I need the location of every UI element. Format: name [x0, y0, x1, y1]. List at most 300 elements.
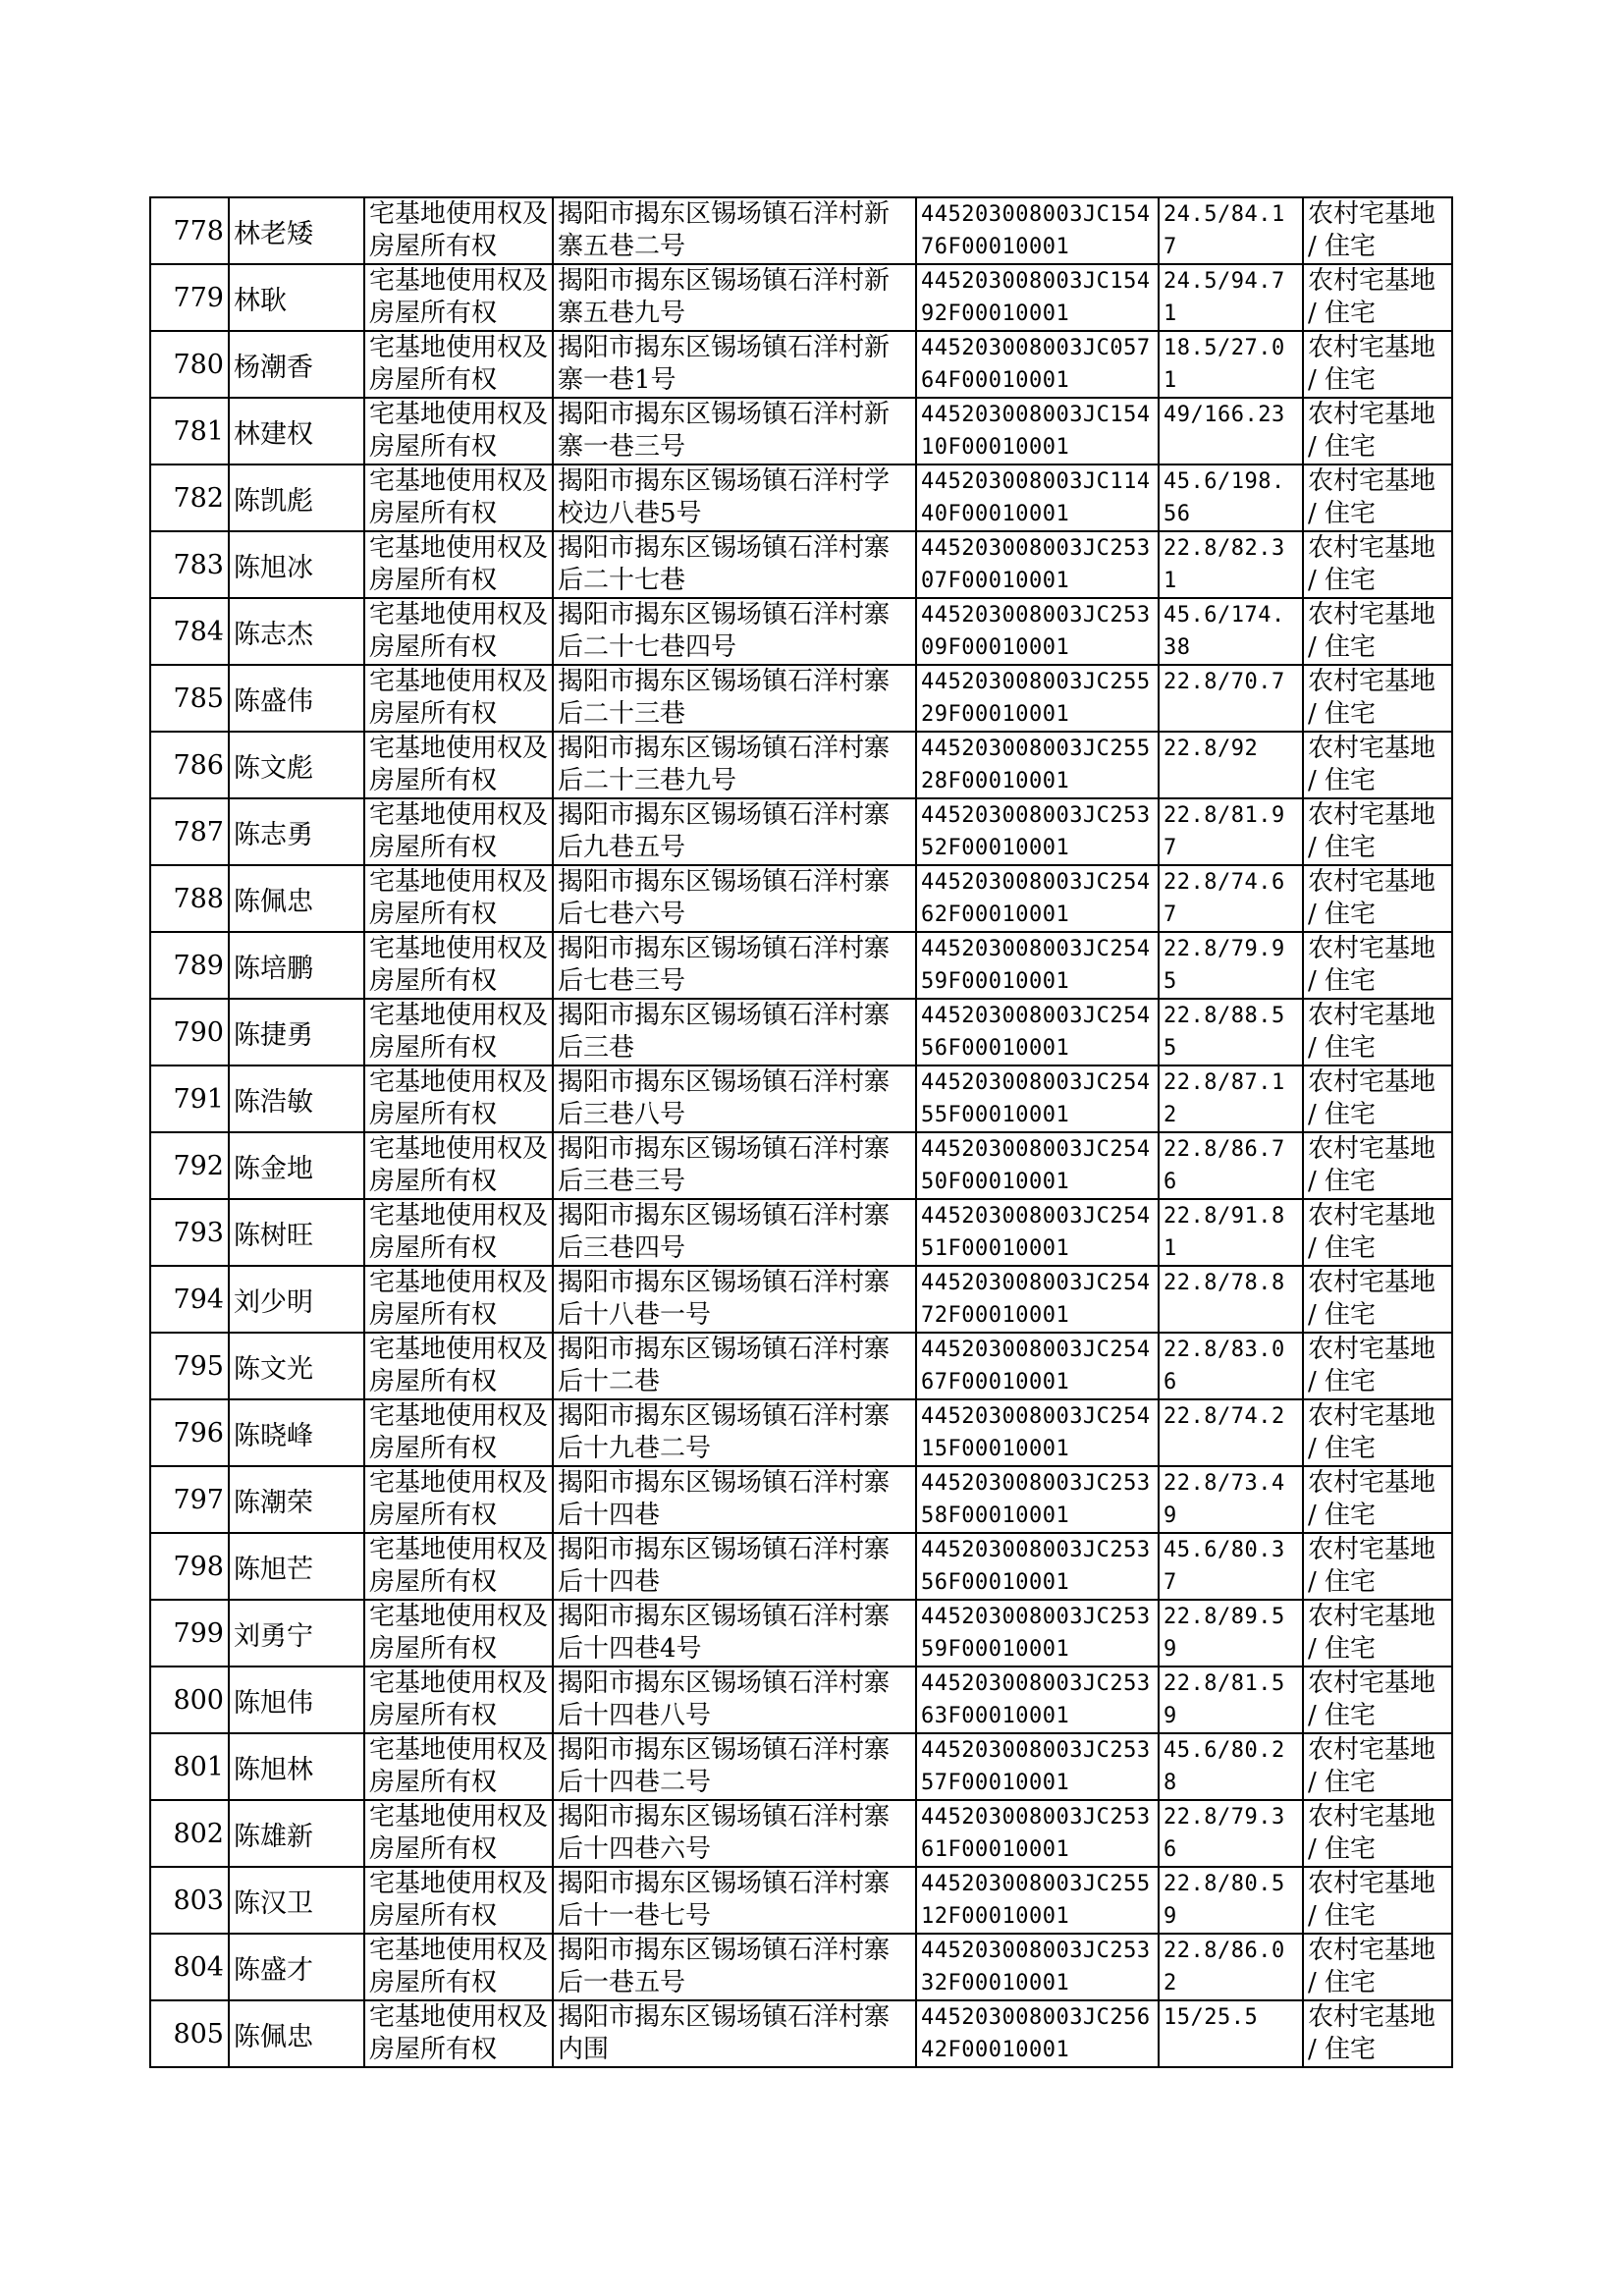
rights-type-text: 宅基地使用权及房屋所有权: [369, 533, 549, 595]
unit-code-cell: [916, 1600, 1159, 1667]
area-cell: [1159, 398, 1303, 464]
usage-text: 农村宅基地 / 住宅: [1308, 1201, 1436, 1263]
unit-code-text: 445203008003JC25359F00010001: [921, 1605, 1151, 1662]
usage-cell: [1303, 1934, 1452, 2000]
area-text: 45.6/174.38: [1164, 603, 1285, 660]
usage-text: 农村宅基地 / 住宅: [1308, 800, 1436, 862]
usage-cell: [1303, 1867, 1452, 1934]
usage-text: 农村宅基地 / 住宅: [1308, 1268, 1436, 1330]
address-cell: [553, 197, 916, 264]
area-text: 15/25.5: [1164, 2005, 1259, 2030]
unit-code-cell: [916, 1934, 1159, 2000]
address-cell: [553, 1333, 916, 1399]
usage-cell: [1303, 1132, 1452, 1199]
row-number-text: 800: [173, 1684, 224, 1716]
address-cell: [553, 932, 916, 999]
unit-code-text: 445203008003JC25462F00010001: [921, 870, 1151, 927]
area-text: 22.8/83.06: [1164, 1338, 1285, 1394]
row-number-cell: [150, 264, 229, 331]
usage-text: 农村宅基地 / 住宅: [1308, 1535, 1436, 1597]
address-cell: [553, 1266, 916, 1333]
owner-name-cell: [229, 1466, 364, 1533]
row-number-cell: [150, 1667, 229, 1733]
unit-code-text: 445203008003JC25309F00010001: [921, 603, 1151, 660]
rights-type-text: 宅基地使用权及房屋所有权: [369, 1468, 549, 1530]
area-text: 22.8/88.55: [1164, 1004, 1285, 1061]
row-number-cell: [150, 1800, 229, 1867]
rights-type-cell: [364, 1132, 553, 1199]
unit-code-cell: [916, 1733, 1159, 1800]
area-cell: [1159, 1733, 1303, 1800]
unit-code-cell: [916, 798, 1159, 865]
row-number-cell: [150, 932, 229, 999]
owner-name-cell: [229, 1733, 364, 1800]
unit-code-text: 445203008003JC25459F00010001: [921, 937, 1151, 994]
area-cell: [1159, 1667, 1303, 1733]
unit-code-text: 445203008003JC25455F00010001: [921, 1070, 1151, 1127]
unit-code-text: 445203008003JC25472F00010001: [921, 1271, 1151, 1328]
owner-name-cell: [229, 865, 364, 932]
address-text: 揭阳市揭东区锡场镇石洋村寨后十二巷: [558, 1335, 891, 1396]
usage-text: 农村宅基地 / 住宅: [1308, 1668, 1436, 1730]
unit-code-cell: [916, 264, 1159, 331]
area-text: 22.8/81.97: [1164, 803, 1285, 860]
rights-type-cell: [364, 1199, 553, 1266]
rights-type-text: 宅基地使用权及房屋所有权: [369, 667, 549, 729]
owner-name-cell: [229, 1800, 364, 1867]
table-row: [150, 398, 1452, 464]
rights-type-text: 宅基地使用权及房屋所有权: [369, 1602, 549, 1664]
unit-code-cell: [916, 1867, 1159, 1934]
table-row: [150, 1466, 1452, 1533]
usage-text: 农村宅基地 / 住宅: [1308, 400, 1436, 462]
row-number-text: 801: [173, 1751, 224, 1782]
usage-cell: [1303, 932, 1452, 999]
unit-code-text: 445203008003JC15410F00010001: [921, 403, 1151, 460]
table-row: [150, 331, 1452, 398]
rights-type-text: 宅基地使用权及房屋所有权: [369, 1134, 549, 1196]
rights-type-cell: [364, 1600, 553, 1667]
row-number-cell: [150, 1333, 229, 1399]
unit-code-cell: [916, 1399, 1159, 1466]
unit-code-text: 445203008003JC25467F00010001: [921, 1338, 1151, 1394]
unit-code-text: 445203008003JC25450F00010001: [921, 1137, 1151, 1194]
rights-type-text: 宅基地使用权及房屋所有权: [369, 1802, 549, 1864]
address-text: 揭阳市揭东区锡场镇石洋村学校边八巷5号: [558, 466, 891, 528]
unit-code-text: 445203008003JC25451F00010001: [921, 1204, 1151, 1261]
table-body: [150, 197, 1452, 2067]
usage-cell: [1303, 665, 1452, 732]
area-cell: [1159, 865, 1303, 932]
area-text: 22.8/74.67: [1164, 870, 1285, 927]
area-cell: [1159, 1600, 1303, 1667]
address-cell: [553, 1667, 916, 1733]
usage-text: 农村宅基地 / 住宅: [1308, 199, 1436, 261]
address-cell: [553, 1800, 916, 1867]
address-cell: [553, 865, 916, 932]
area-text: 22.8/87.12: [1164, 1070, 1285, 1127]
rights-type-cell: [364, 1333, 553, 1399]
address-cell: [553, 1533, 916, 1600]
address-cell: [553, 264, 916, 331]
row-number-cell: [150, 1533, 229, 1600]
owner-name-text: 陈凯彪: [234, 485, 313, 517]
table-row: [150, 1266, 1452, 1333]
area-text: 22.8/73.49: [1164, 1471, 1285, 1528]
area-text: 22.8/91.81: [1164, 1204, 1285, 1261]
owner-name-cell: [229, 1399, 364, 1466]
table-row: [150, 464, 1452, 531]
usage-text: 农村宅基地 / 住宅: [1308, 333, 1436, 395]
unit-code-cell: [916, 865, 1159, 932]
area-cell: [1159, 1066, 1303, 1132]
address-text: 揭阳市揭东区锡场镇石洋村寨后十一巷七号: [558, 1869, 891, 1931]
usage-text: 农村宅基地 / 住宅: [1308, 2002, 1436, 2064]
table-row: [150, 1934, 1452, 2000]
owner-name-text: 陈汉卫: [234, 1887, 313, 1919]
row-number-cell: [150, 1733, 229, 1800]
row-number-text: 793: [173, 1217, 224, 1248]
row-number-cell: [150, 1132, 229, 1199]
rights-type-text: 宅基地使用权及房屋所有权: [369, 600, 549, 662]
unit-code-text: 445203008003JC25528F00010001: [921, 737, 1151, 793]
area-cell: [1159, 464, 1303, 531]
row-number-cell: [150, 865, 229, 932]
address-text: 揭阳市揭东区锡场镇石洋村寨后十四巷八号: [558, 1668, 891, 1730]
area-cell: [1159, 531, 1303, 598]
usage-cell: [1303, 197, 1452, 264]
address-cell: [553, 798, 916, 865]
rights-type-cell: [364, 798, 553, 865]
owner-name-text: 陈文光: [234, 1353, 313, 1385]
table-row: [150, 1667, 1452, 1733]
row-number-text: 785: [173, 683, 224, 714]
row-number-cell: [150, 331, 229, 398]
usage-cell: [1303, 1266, 1452, 1333]
table-row: [150, 1132, 1452, 1199]
row-number-cell: [150, 197, 229, 264]
owner-name-cell: [229, 1199, 364, 1266]
owner-name-cell: [229, 598, 364, 665]
rights-type-cell: [364, 197, 553, 264]
area-text: 45.6/198.56: [1164, 469, 1285, 526]
table-row: [150, 2000, 1452, 2067]
usage-text: 农村宅基地 / 住宅: [1308, 1602, 1436, 1664]
area-cell: [1159, 932, 1303, 999]
usage-cell: [1303, 331, 1452, 398]
rights-type-cell: [364, 1533, 553, 1600]
rights-type-cell: [364, 1667, 553, 1733]
unit-code-cell: [916, 1667, 1159, 1733]
owner-name-text: 陈文彪: [234, 752, 313, 784]
owner-name-text: 林老矮: [234, 218, 313, 249]
area-text: 49/166.23: [1164, 403, 1285, 427]
unit-code-cell: [916, 1132, 1159, 1199]
owner-name-cell: [229, 2000, 364, 2067]
row-number-text: 790: [173, 1016, 224, 1048]
owner-name-cell: [229, 798, 364, 865]
usage-text: 农村宅基地 / 住宅: [1308, 1134, 1436, 1196]
table-row: [150, 1333, 1452, 1399]
area-text: 24.5/84.17: [1164, 202, 1285, 259]
rights-type-cell: [364, 464, 553, 531]
row-number-cell: [150, 398, 229, 464]
area-cell: [1159, 1132, 1303, 1199]
area-text: 22.8/78.8: [1164, 1271, 1285, 1295]
rights-type-text: 宅基地使用权及房屋所有权: [369, 333, 549, 395]
owner-name-cell: [229, 999, 364, 1066]
address-text: 揭阳市揭东区锡场镇石洋村新寨一巷1号: [558, 333, 891, 395]
row-number-text: 780: [173, 349, 224, 380]
table-row: [150, 865, 1452, 932]
row-number-cell: [150, 999, 229, 1066]
rights-type-text: 宅基地使用权及房屋所有权: [369, 800, 549, 862]
area-text: 22.8/70.7: [1164, 670, 1285, 694]
area-text: 22.8/80.59: [1164, 1872, 1285, 1929]
address-cell: [553, 1399, 916, 1466]
address-text: 揭阳市揭东区锡场镇石洋村寨后三巷: [558, 1001, 891, 1063]
row-number-cell: [150, 665, 229, 732]
unit-code-text: 445203008003JC11440F00010001: [921, 469, 1151, 526]
rights-type-text: 宅基地使用权及房屋所有权: [369, 2002, 549, 2064]
row-number-text: 782: [173, 482, 224, 514]
owner-name-text: 陈志杰: [234, 619, 313, 650]
table-row: [150, 1800, 1452, 1867]
rights-type-text: 宅基地使用权及房屋所有权: [369, 1401, 549, 1463]
area-text: 45.6/80.28: [1164, 1738, 1285, 1795]
unit-code-text: 445203008003JC25356F00010001: [921, 1538, 1151, 1595]
table-row: [150, 1066, 1452, 1132]
usage-text: 农村宅基地 / 住宅: [1308, 266, 1436, 328]
rights-type-text: 宅基地使用权及房屋所有权: [369, 1067, 549, 1129]
area-cell: [1159, 1333, 1303, 1399]
address-cell: [553, 464, 916, 531]
usage-cell: [1303, 2000, 1452, 2067]
address-text: 揭阳市揭东区锡场镇石洋村寨后十九巷二号: [558, 1401, 891, 1463]
row-number-text: 804: [173, 1951, 224, 1983]
address-text: 揭阳市揭东区锡场镇石洋村寨后十四巷: [558, 1535, 891, 1597]
usage-cell: [1303, 1667, 1452, 1733]
table-row: [150, 1600, 1452, 1667]
usage-cell: [1303, 1733, 1452, 1800]
usage-cell: [1303, 1600, 1452, 1667]
usage-cell: [1303, 1066, 1452, 1132]
rights-type-text: 宅基地使用权及房屋所有权: [369, 734, 549, 795]
row-number-cell: [150, 1199, 229, 1266]
row-number-cell: [150, 2000, 229, 2067]
rights-type-cell: [364, 1466, 553, 1533]
unit-code-cell: [916, 1466, 1159, 1533]
row-number-text: 797: [173, 1484, 224, 1515]
usage-cell: [1303, 1466, 1452, 1533]
unit-code-text: 445203008003JC25361F00010001: [921, 1805, 1151, 1862]
owner-name-text: 陈捷勇: [234, 1019, 313, 1051]
rights-type-cell: [364, 732, 553, 798]
usage-text: 农村宅基地 / 住宅: [1308, 667, 1436, 729]
area-cell: [1159, 2000, 1303, 2067]
rights-type-cell: [364, 865, 553, 932]
table-row: [150, 1867, 1452, 1934]
owner-name-cell: [229, 1867, 364, 1934]
area-cell: [1159, 1266, 1303, 1333]
owner-name-cell: [229, 1533, 364, 1600]
row-number-cell: [150, 798, 229, 865]
table-row: [150, 732, 1452, 798]
unit-code-text: 445203008003JC25363F00010001: [921, 1671, 1151, 1728]
property-rights-table: [149, 196, 1453, 2068]
rights-type-cell: [364, 1733, 553, 1800]
address-text: 揭阳市揭东区锡场镇石洋村寨后三巷八号: [558, 1067, 891, 1129]
address-text: 揭阳市揭东区锡场镇石洋村寨后十四巷二号: [558, 1735, 891, 1797]
area-text: 22.8/89.59: [1164, 1605, 1285, 1662]
usage-cell: [1303, 865, 1452, 932]
rights-type-text: 宅基地使用权及房屋所有权: [369, 466, 549, 528]
usage-text: 农村宅基地 / 住宅: [1308, 1401, 1436, 1463]
address-cell: [553, 331, 916, 398]
row-number-cell: [150, 1399, 229, 1466]
row-number-text: 781: [173, 415, 224, 447]
row-number-text: 778: [173, 215, 224, 246]
row-number-text: 779: [173, 282, 224, 313]
usage-cell: [1303, 1199, 1452, 1266]
unit-code-cell: [916, 732, 1159, 798]
owner-name-cell: [229, 1600, 364, 1667]
row-number-cell: [150, 1266, 229, 1333]
address-text: 揭阳市揭东区锡场镇石洋村寨后三巷四号: [558, 1201, 891, 1263]
area-cell: [1159, 197, 1303, 264]
owner-name-cell: [229, 1333, 364, 1399]
address-cell: [553, 1733, 916, 1800]
usage-cell: [1303, 732, 1452, 798]
row-number-text: 799: [173, 1617, 224, 1649]
address-text: 揭阳市揭东区锡场镇石洋村寨后三巷三号: [558, 1134, 891, 1196]
rights-type-text: 宅基地使用权及房屋所有权: [369, 199, 549, 261]
address-text: 揭阳市揭东区锡场镇石洋村寨后七巷三号: [558, 934, 891, 996]
rights-type-text: 宅基地使用权及房屋所有权: [369, 400, 549, 462]
owner-name-cell: [229, 1066, 364, 1132]
address-cell: [553, 665, 916, 732]
unit-code-cell: [916, 331, 1159, 398]
row-number-text: 805: [173, 2018, 224, 2049]
area-cell: [1159, 598, 1303, 665]
address-cell: [553, 1934, 916, 2000]
rights-type-text: 宅基地使用权及房屋所有权: [369, 1001, 549, 1063]
usage-text: 农村宅基地 / 住宅: [1308, 1869, 1436, 1931]
address-cell: [553, 1199, 916, 1266]
area-cell: [1159, 1199, 1303, 1266]
rights-type-cell: [364, 1934, 553, 2000]
owner-name-text: 陈旭伟: [234, 1687, 313, 1719]
row-number-text: 791: [173, 1083, 224, 1115]
usage-cell: [1303, 464, 1452, 531]
address-cell: [553, 732, 916, 798]
table-row: [150, 932, 1452, 999]
owner-name-cell: [229, 1132, 364, 1199]
rights-type-cell: [364, 1066, 553, 1132]
address-text: 揭阳市揭东区锡场镇石洋村寨后二十七巷: [558, 533, 891, 595]
unit-code-text: 445203008003JC25512F00010001: [921, 1872, 1151, 1929]
owner-name-text: 陈树旺: [234, 1220, 313, 1251]
unit-code-cell: [916, 1199, 1159, 1266]
usage-cell: [1303, 1399, 1452, 1466]
usage-cell: [1303, 398, 1452, 464]
area-text: 24.5/94.71: [1164, 269, 1285, 326]
area-text: 22.8/82.31: [1164, 536, 1285, 593]
rights-type-cell: [364, 1800, 553, 1867]
row-number-text: 789: [173, 950, 224, 981]
unit-code-cell: [916, 665, 1159, 732]
rights-type-cell: [364, 932, 553, 999]
rights-type-text: 宅基地使用权及房屋所有权: [369, 1668, 549, 1730]
row-number-text: 802: [173, 1818, 224, 1849]
area-text: 22.8/79.36: [1164, 1805, 1285, 1862]
unit-code-text: 445203008003JC25332F00010001: [921, 1939, 1151, 1995]
unit-code-text: 445203008003JC25352F00010001: [921, 803, 1151, 860]
table-row: [150, 1199, 1452, 1266]
usage-text: 农村宅基地 / 住宅: [1308, 734, 1436, 795]
owner-name-text: 刘勇宁: [234, 1620, 313, 1652]
owner-name-text: 陈佩忠: [234, 886, 313, 917]
table-row: [150, 1399, 1452, 1466]
area-text: 22.8/86.02: [1164, 1939, 1285, 1995]
owner-name-text: 陈盛伟: [234, 685, 313, 717]
owner-name-text: 林耿: [234, 285, 287, 316]
owner-name-cell: [229, 665, 364, 732]
rights-type-cell: [364, 2000, 553, 2067]
address-cell: [553, 1466, 916, 1533]
address-text: 揭阳市揭东区锡场镇石洋村寨后七巷六号: [558, 867, 891, 929]
rights-type-cell: [364, 1399, 553, 1466]
unit-code-cell: [916, 1333, 1159, 1399]
unit-code-text: 445203008003JC25456F00010001: [921, 1004, 1151, 1061]
area-cell: [1159, 1934, 1303, 2000]
rights-type-text: 宅基地使用权及房屋所有权: [369, 1335, 549, 1396]
rights-type-cell: [364, 331, 553, 398]
area-cell: [1159, 798, 1303, 865]
address-text: 揭阳市揭东区锡场镇石洋村寨后十四巷: [558, 1468, 891, 1530]
row-number-text: 792: [173, 1150, 224, 1181]
area-cell: [1159, 1800, 1303, 1867]
address-text: 揭阳市揭东区锡场镇石洋村新寨一巷三号: [558, 400, 891, 462]
unit-code-cell: [916, 1533, 1159, 1600]
row-number-text: 783: [173, 549, 224, 580]
table-row: [150, 798, 1452, 865]
usage-cell: [1303, 531, 1452, 598]
unit-code-cell: [916, 932, 1159, 999]
unit-code-text: 445203008003JC05764F00010001: [921, 336, 1151, 393]
address-text: 揭阳市揭东区锡场镇石洋村寨内围: [558, 2002, 891, 2064]
usage-cell: [1303, 798, 1452, 865]
owner-name-text: 陈雄新: [234, 1821, 313, 1852]
unit-code-text: 445203008003JC25529F00010001: [921, 670, 1151, 727]
rights-type-cell: [364, 264, 553, 331]
row-number-cell: [150, 464, 229, 531]
rights-type-text: 宅基地使用权及房屋所有权: [369, 1735, 549, 1797]
usage-text: 农村宅基地 / 住宅: [1308, 1468, 1436, 1530]
owner-name-text: 陈潮荣: [234, 1487, 313, 1518]
row-number-text: 794: [173, 1284, 224, 1315]
usage-text: 农村宅基地 / 住宅: [1308, 1067, 1436, 1129]
area-text: 22.8/74.2: [1164, 1404, 1285, 1429]
owner-name-text: 陈旭芒: [234, 1554, 313, 1585]
address-cell: [553, 531, 916, 598]
row-number-cell: [150, 1066, 229, 1132]
unit-code-text: 445203008003JC25307F00010001: [921, 536, 1151, 593]
table-row: [150, 531, 1452, 598]
row-number-cell: [150, 1867, 229, 1934]
rights-type-text: 宅基地使用权及房屋所有权: [369, 1936, 549, 1997]
table-row: [150, 1533, 1452, 1600]
